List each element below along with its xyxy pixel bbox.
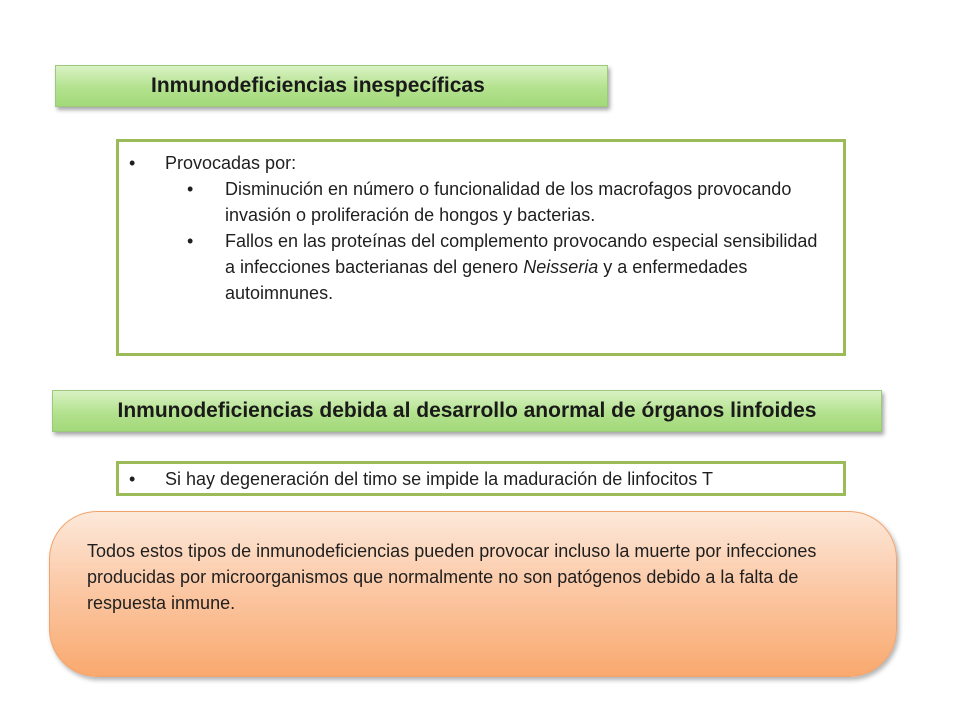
causes-box xyxy=(116,139,846,356)
conclusion-note xyxy=(49,511,897,677)
causes-list xyxy=(129,150,823,306)
bullet-complemento-text: Fallos en las proteínas del complemento provocando especial sensibilidad a infecciones bacterianas del genero xyxy=(225,231,818,277)
section-title-text: Inmunodeficiencias debida al desarrollo anormal de órganos linfoides xyxy=(117,399,817,422)
section-title-linfoides xyxy=(52,390,882,432)
timo-list xyxy=(129,466,833,492)
bullet-complemento-genus: Neisseria xyxy=(523,257,599,277)
bullet-complemento-end: y a enfermedades autoimnunes. xyxy=(225,257,748,303)
bullet-timo: • Si hay degeneración del timo se impide la maduración de linfocitos T xyxy=(129,466,833,492)
conclusion-text: Todos estos tipos de inmunodeficiencias pueden provocar incluso la muerte por infecciones producidas por microorganismos que normalmente no son patógenos debido a la falta de respuesta inmune. xyxy=(87,541,817,613)
bullet-provocadas: • Provocadas por: xyxy=(129,150,823,176)
section-title-inespecificas xyxy=(55,65,608,107)
timo-box xyxy=(116,461,846,496)
bullet-macrofagos: • Disminución en número o funcionalidad de los macrofagos provocando invasión o proliferación de hongos y bacterias. xyxy=(129,176,823,228)
section-title-text: Inmunodeficiencias inespecíficas xyxy=(151,74,485,97)
bullet-complemento xyxy=(129,228,823,306)
